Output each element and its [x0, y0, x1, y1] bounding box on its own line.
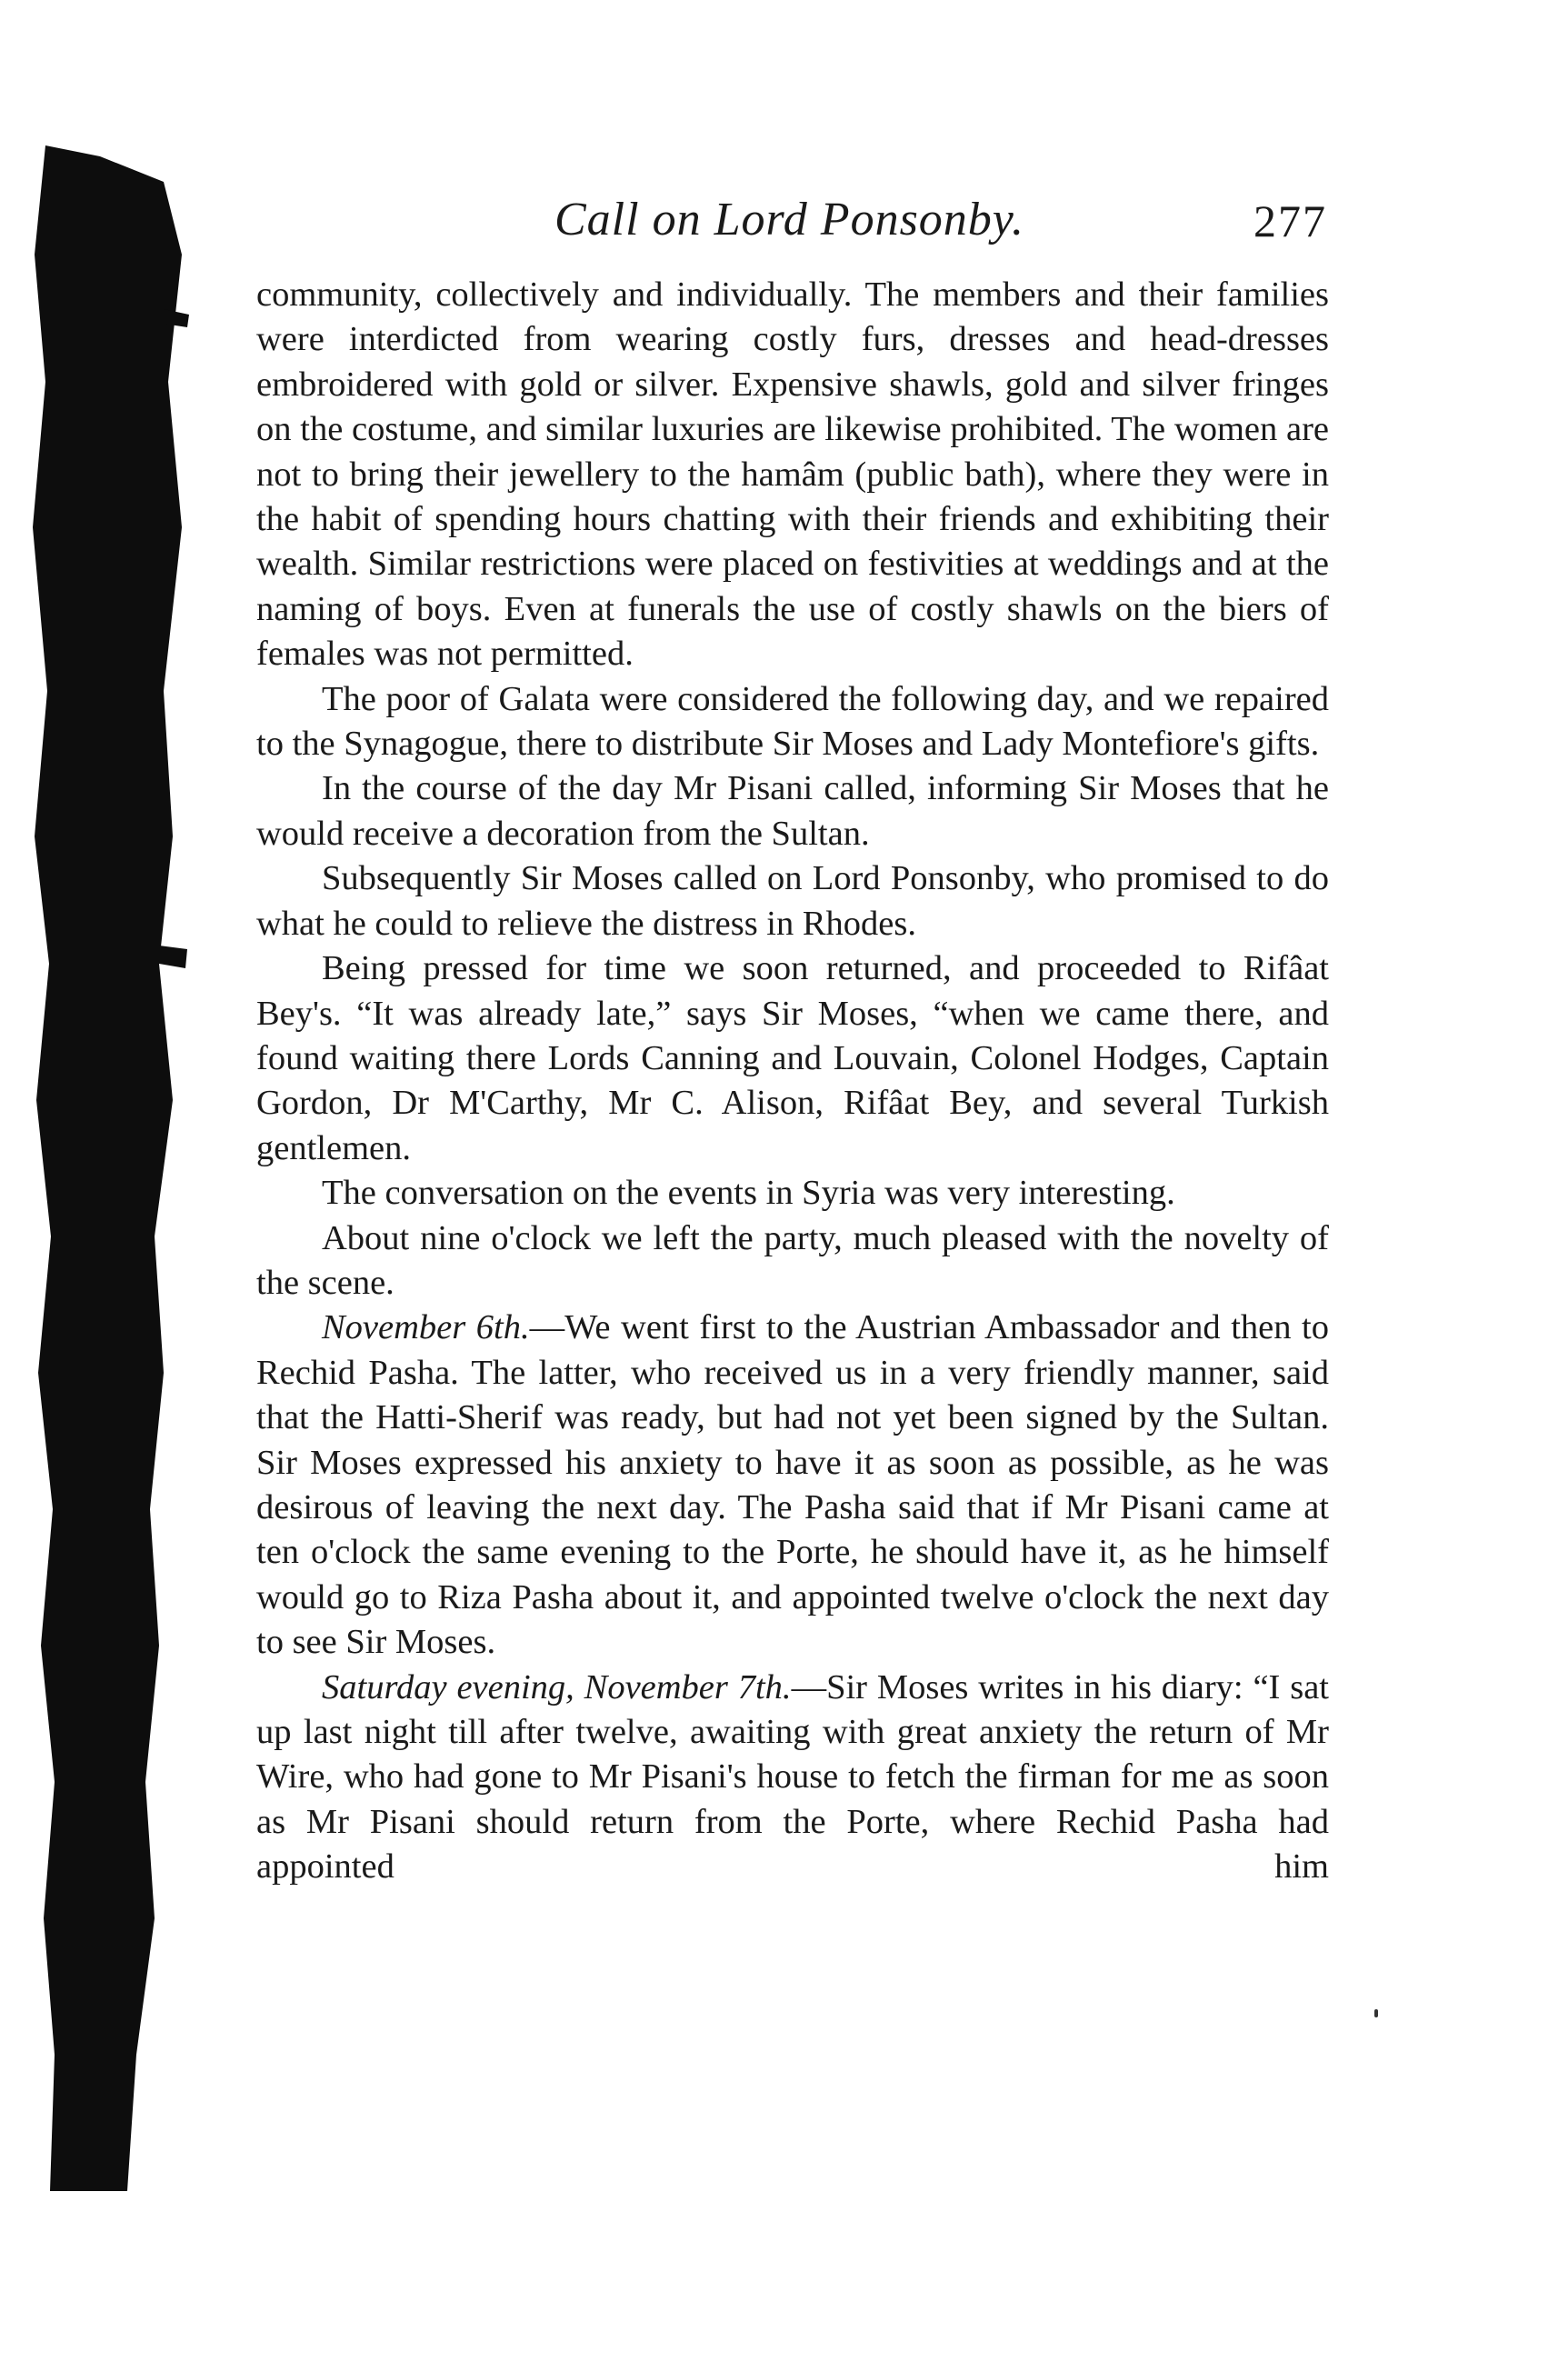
date-heading: Saturday evening, November 7th.: [322, 1667, 792, 1706]
running-title: Call on Lord Ponsonby.: [554, 194, 1025, 245]
paragraph-text: Subsequently Sir Moses called on Lord Ponsonby, who promised to do what he could to relieve the distress in Rhodes.: [256, 859, 1329, 943]
binding-shadow: [27, 145, 191, 2191]
page-number: 277: [1253, 195, 1327, 246]
paragraph: [256, 856, 1329, 946]
date-heading: November 6th.: [322, 1308, 530, 1347]
paragraph-text: Being pressed for time we soon returned, and proceeded to Rifâat Bey's. “It was already late,” says Sir Moses, “when we came there, and found waiting there Lords Canning and Louvain, Colonel Hodges, Captain Gordon, Dr M'Carthy, Mr C. Alison, Rifâat Bey, and several Turkish gentlemen.: [256, 949, 1329, 1167]
paragraph-text: —Sir Moses writes in his diary: “I sat up last night till after twelve, awaiting with great anxiety the return of Mr Wire, who had gone to Mr Pisani's house to fetch the firman for me as soon as Mr Pisani should return from the Porte, where Rechid Pasha had appointed him: [256, 1667, 1329, 1887]
paragraph-text: community, collectively and individually. The members and their families were interdicted from wearing costly furs, dresses and head-dresses embroidered with gold or silver. Expensive shawls, gold and silver fringes on the costume, and similar luxuries are likewise prohibited. The women are not to bring their jewellery to the hamâm (public bath), where they were in the habit of spending hours chatting with their friends and exhibiting their wealth. Similar restrictions were placed on festivities at weddings and at the naming of boys. Even at funerals the use of costly shawls on the biers of females was not permitted.: [256, 275, 1329, 674]
paragraph-text: About nine o'clock we left the party, much pleased with the novelty of the scene.: [256, 1218, 1329, 1302]
paragraph-text: The poor of Galata were considered the following day, and we repaired to the Synagogue, there to distribute Sir Moses and Lady Montefiore's gifts.: [256, 679, 1329, 764]
paragraph-text: The conversation on the events in Syria was very interesting.: [322, 1174, 1175, 1213]
paragraph: [256, 1216, 1329, 1306]
paragraph: [256, 1306, 1329, 1665]
paragraph: [256, 677, 1329, 767]
paragraph-text: In the course of the day Mr Pisani called, informing Sir Moses that he would receive a decoration from the Sultan.: [256, 769, 1329, 853]
running-head: [255, 193, 1327, 247]
paragraph: [256, 1666, 1329, 1890]
paragraph-text: —We went first to the Austrian Ambassador and then to Rechid Pasha. The latter, who received us in a very friendly manner, said that the Hatti-Sherif was ready, but had not yet been signed by the Sultan. Sir Moses expressed his anxiety to have it as soon as possible, as he was desirous of leaving the next day. The Pasha said that if Mr Pisani came at ten o'clock the same evening to the Porte, he should have it, as he himself would go to Riza Pasha about it, and appointed twelve o'clock the next day to see Sir Moses.: [256, 1308, 1329, 1662]
paragraph: [256, 1171, 1329, 1216]
margin-mark: [1374, 2009, 1378, 2017]
paragraph: [256, 946, 1329, 1171]
paragraph: [256, 766, 1329, 856]
body-text: [256, 273, 1329, 1890]
paragraph: [256, 273, 1329, 677]
